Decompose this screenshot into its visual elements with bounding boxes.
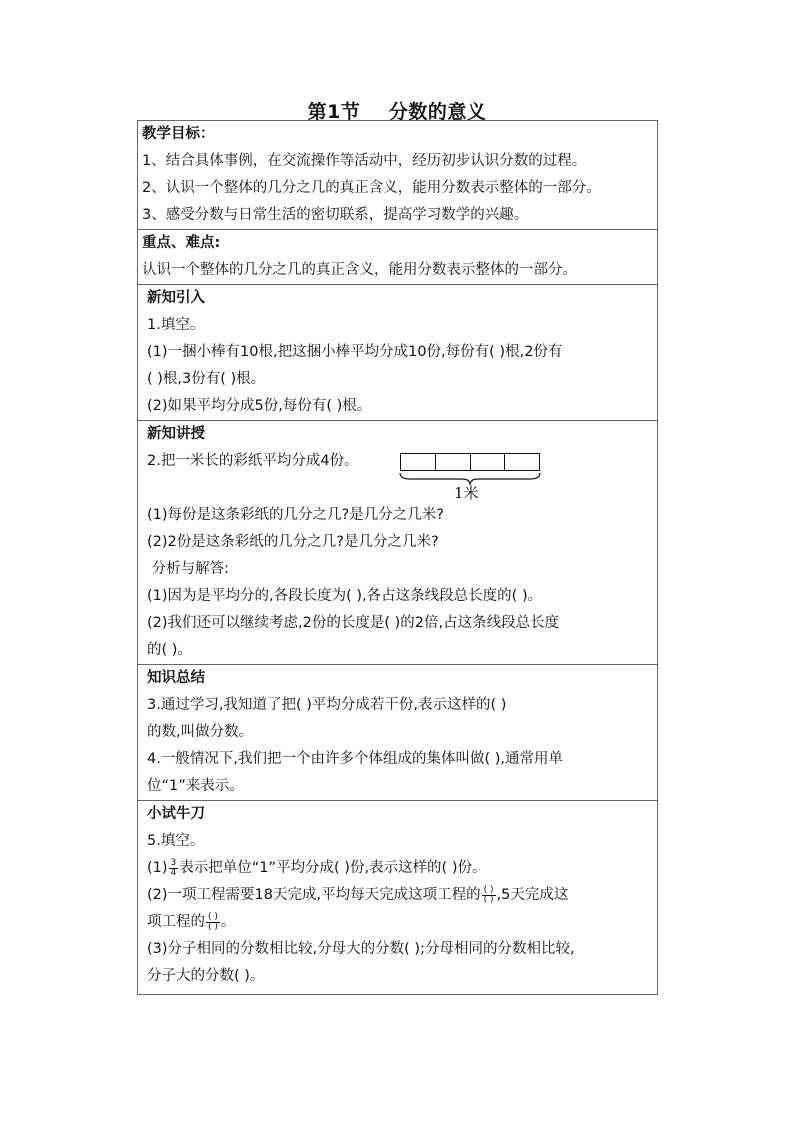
key-points-heading: 重点、难点: (142, 235, 221, 251)
objectives-heading: 教学目标： (142, 126, 215, 142)
objective-item: 2、认识一个整体的几分之几的真正含义，能用分数表示整体的一部分。 (142, 180, 601, 196)
teaching-line: (1)因为是平均分的,各段长度为( ),各占这条线段总长度的( )。 (147, 588, 543, 604)
q2-text: ,5天完成这 (496, 887, 569, 903)
teaching-line: 的( )。 (147, 642, 192, 658)
summary-line: 4.一般情况下,我们把一个由许多个体组成的集体叫做( ),通常用单 (147, 751, 563, 767)
objectives-section (138, 121, 657, 229)
fraction-numerator: 3 (170, 857, 177, 868)
practice-q1 (142, 855, 653, 882)
strip-segment (401, 454, 436, 470)
blank-fraction (482, 886, 496, 905)
teaching-problem: 2.把一米长的彩纸平均分成4份。 (147, 453, 359, 469)
objective-item: 1、结合具体事例，在交流操作等活动中，经历初步认识分数的过程。 (142, 153, 587, 169)
lesson-table (137, 120, 658, 995)
fraction-denominator: ( ) (208, 921, 218, 932)
summary-section (138, 664, 657, 800)
practice-q2 (142, 882, 653, 909)
q2-text: 项工程的 (147, 914, 205, 930)
q2-text: 。 (220, 914, 236, 930)
intro-line: 1.填空。 (147, 317, 205, 333)
strip-segment (471, 454, 506, 470)
page-title: 第1节 分数的意义 (307, 101, 487, 123)
teaching-section (138, 420, 657, 664)
blank-fraction (206, 913, 220, 932)
practice-q3: (3)分子相同的分数相比较,分母大的分数( );分母相同的分数相比较, (147, 941, 575, 957)
practice-section (138, 800, 657, 994)
teaching-line: (1)每份是这条彩纸的几分之几?是几分之几米? (147, 507, 444, 523)
summary-line: 3.通过学习,我知道了把( )平均分成若干份,表示这样的( ) (147, 697, 507, 713)
q2-text: (2)一项工程需要18天完成,平均每天完成这项工程的 (147, 887, 481, 903)
summary-heading: 知识总结 (147, 670, 205, 686)
intro-line: (2)如果平均分成5份,每份有( )根。 (147, 398, 372, 414)
teaching-line: (2)我们还可以继续考虑,2份的长度是( )的2倍,占这条线段总长度 (147, 615, 560, 631)
key-points-text: 认识一个整体的几分之几的真正含义，能用分数表示整体的一部分。 (142, 262, 577, 278)
q1-text: 表示把单位“1”平均分成( )份,表示这样的( )份。 (179, 860, 487, 876)
teaching-line: 分析与解答: (147, 561, 229, 577)
intro-line: (1)一捆小棒有10根,把这捆小棒平均分成10份,每份有( )根,2份有 (147, 344, 563, 360)
practice-heading: 小试牛刀 (147, 806, 205, 822)
fraction-numerator: ( ) (483, 884, 494, 895)
objective-item: 3、感受分数与日常生活的密切联系，提高学习数学的兴趣。 (142, 207, 529, 223)
practice-q3: 分子大的分数( )。 (147, 968, 265, 984)
fraction-denominator: ( ) (483, 894, 494, 905)
fraction-numerator: ( ) (208, 911, 218, 922)
strip-length-label: 1米 (454, 484, 479, 502)
paper-strip-problem (142, 448, 653, 502)
practice-q2-cont (142, 909, 653, 936)
intro-line: ( )根,3份有( )根。 (147, 371, 266, 387)
summary-line: 位“1”来表示。 (147, 778, 244, 794)
paper-strip-diagram (400, 453, 540, 471)
practice-line: 5.填空。 (147, 833, 205, 849)
strip-segment (436, 454, 471, 470)
q1-prefix: (1) (147, 860, 168, 876)
teaching-line: (2)2份是这条彩纸的几分之几?是几分之几米? (147, 534, 439, 550)
fraction-three-quarters (169, 859, 179, 878)
summary-line: 的数,叫做分数。 (147, 724, 254, 740)
intro-heading: 新知引入 (147, 290, 205, 306)
fraction-denominator: 4 (170, 867, 177, 878)
strip-segment (505, 454, 539, 470)
teaching-heading: 新知讲授 (147, 426, 205, 442)
key-points-section (138, 229, 657, 284)
intro-section (138, 284, 657, 420)
